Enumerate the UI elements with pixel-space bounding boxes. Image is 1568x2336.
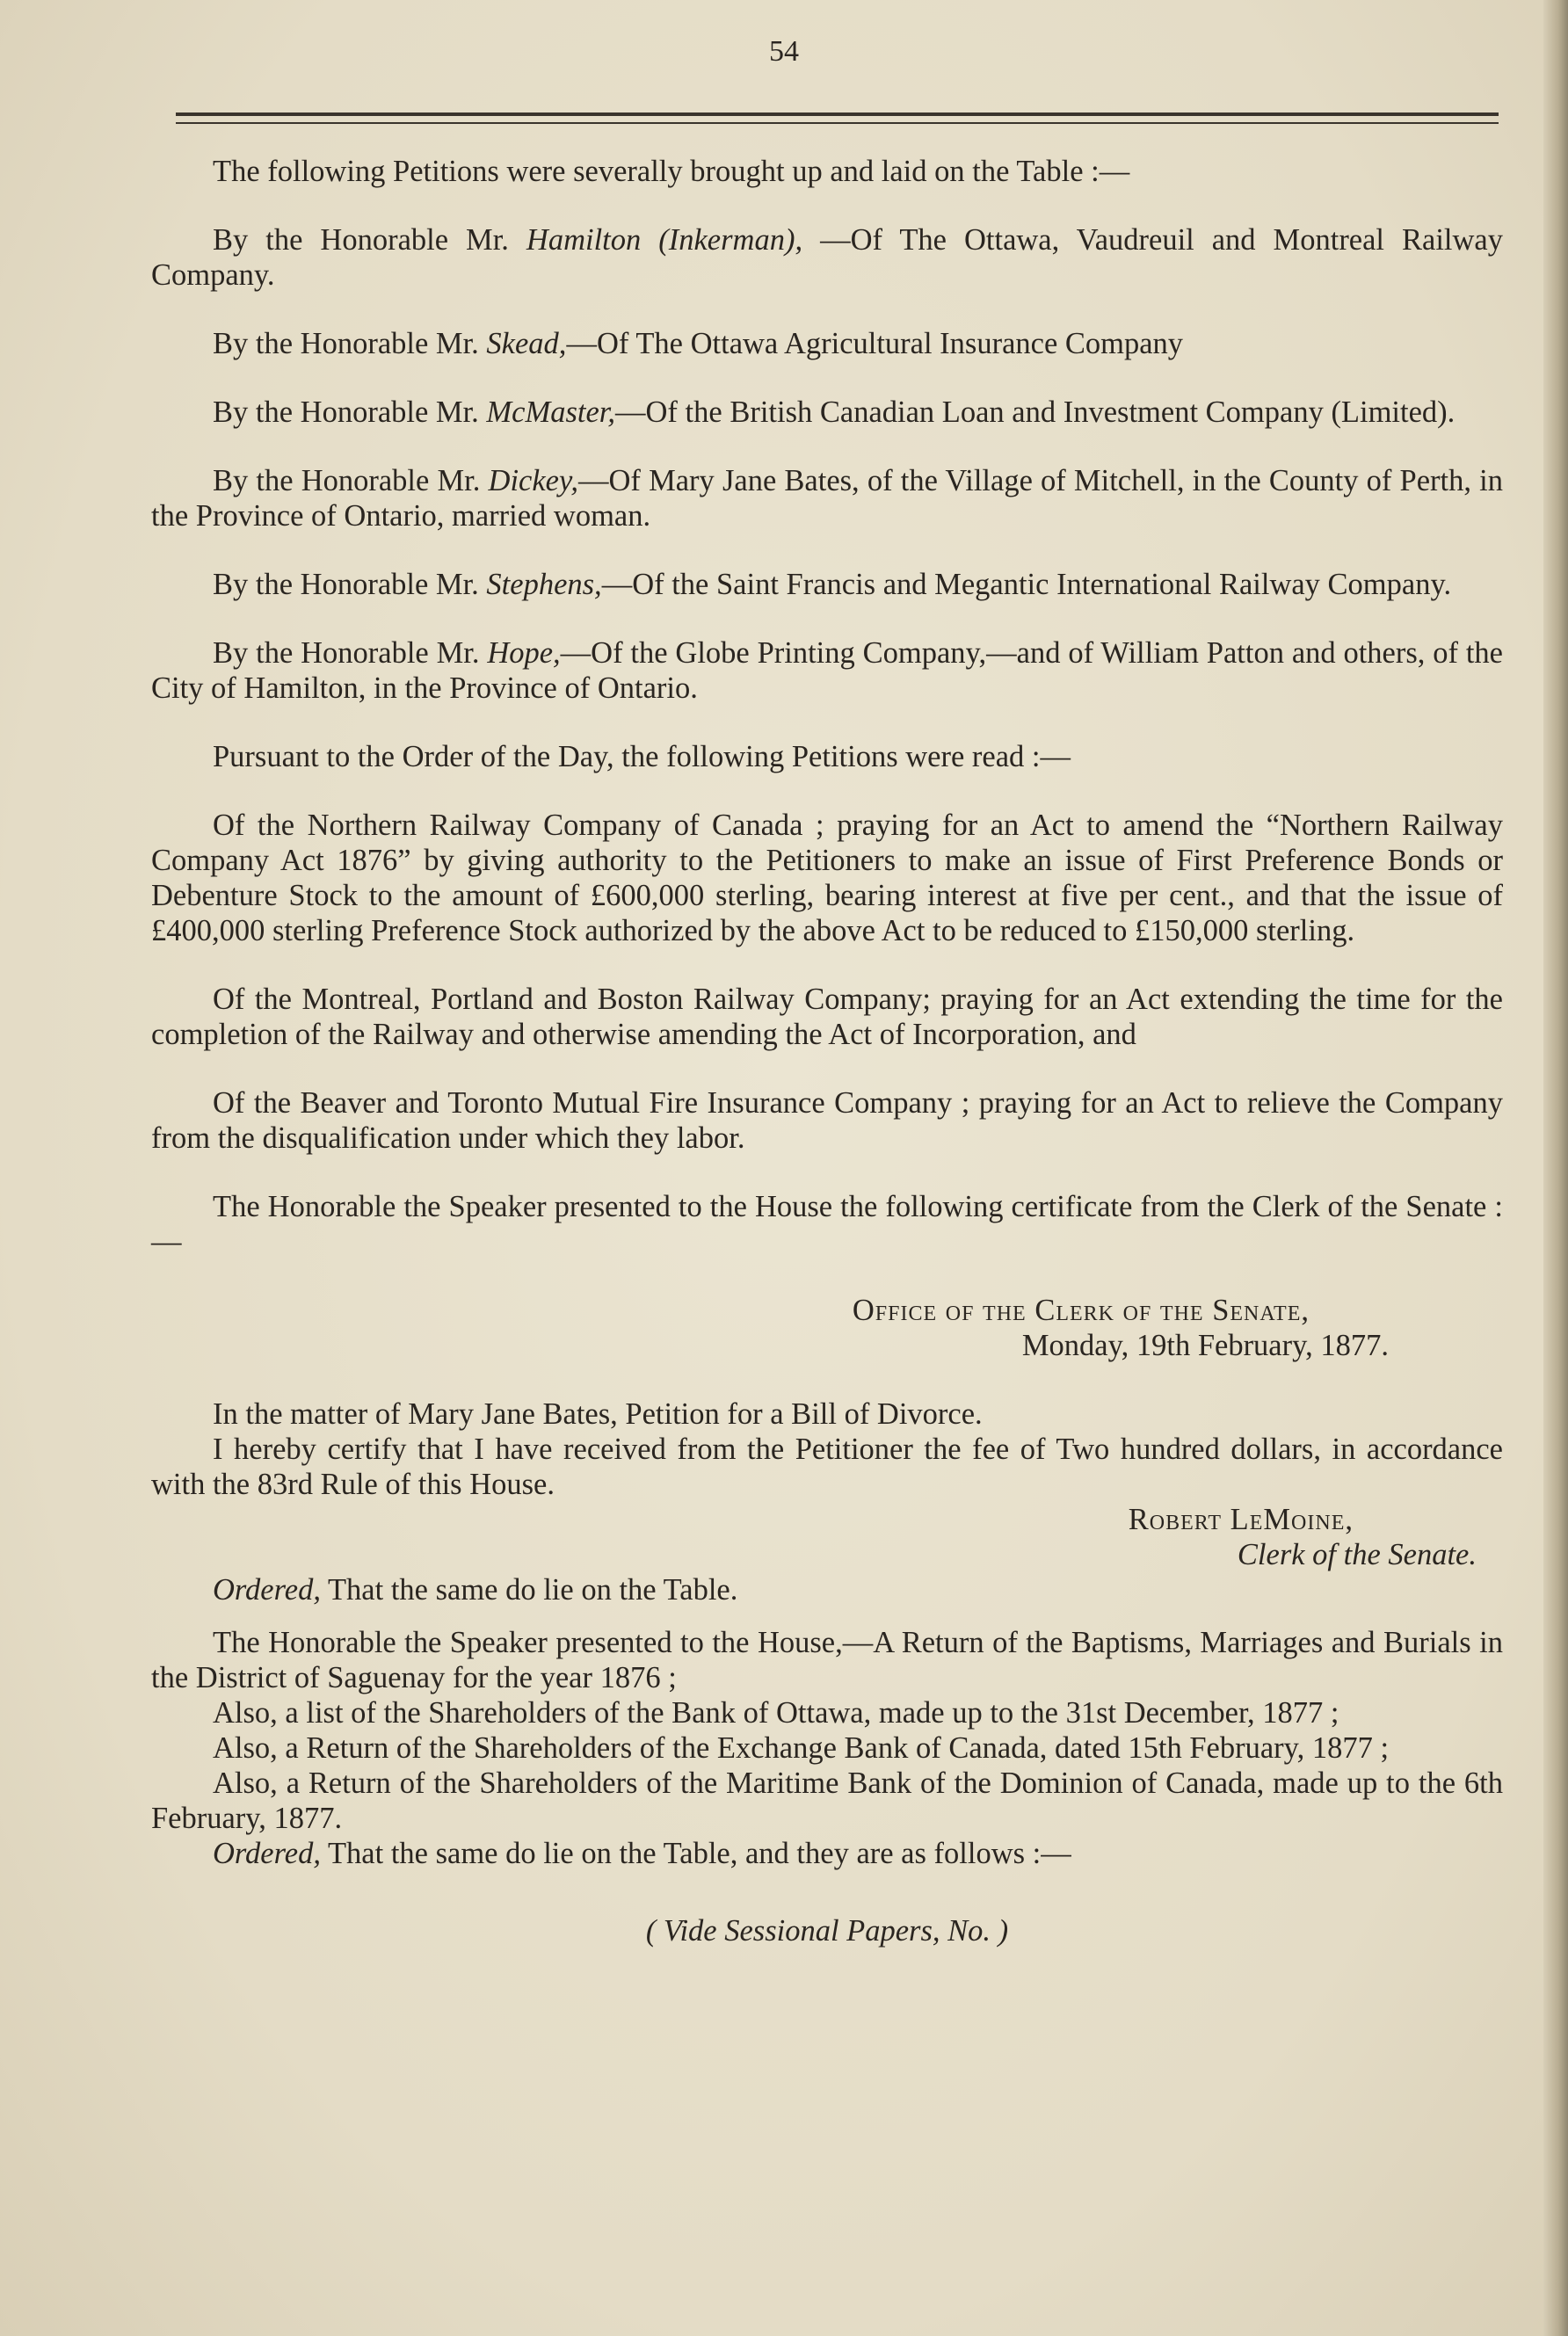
header-rule-thick bbox=[176, 112, 1499, 116]
intro-paragraph: The following Petitions were severally brought up and laid on the Table :— bbox=[213, 155, 1130, 188]
signature-name: Robert LeMoine, bbox=[1128, 1503, 1354, 1536]
petition-presented: By the Honorable Mr. Skead,—Of The Ottawa Agricultural Insurance Company bbox=[213, 327, 1184, 360]
return-item: Also, a Return of the Shareholders of the Maritime Bank of the Dominion of Canada, made up to the 6th February, 1877. bbox=[151, 1767, 1503, 1835]
petition-presented: By the Honorable Mr. Hamilton (Inkerman), —Of The Ottawa, Vaudreuil and Montreal Railway Company. bbox=[151, 223, 1503, 292]
petition-read: Of the Beaver and Toronto Mutual Fire Insurance Company ; praying for an Act to relieve the Company from the disqualification under which they labor. bbox=[151, 1086, 1503, 1155]
office-date: Monday, 19th February, 1877. bbox=[1021, 1329, 1389, 1362]
office-heading: Office of the Clerk of the Senate, bbox=[852, 1294, 1310, 1327]
ordered-line-2: Ordered, That the same do lie on the Table, and they are as follows :— bbox=[213, 1837, 1071, 1870]
matter-line: In the matter of Mary Jane Bates, Petition for a Bill of Divorce. bbox=[213, 1397, 983, 1431]
body-text bbox=[151, 154, 1503, 1948]
vide-reference: ( Vide Sessional Papers, No. ) bbox=[645, 1914, 1009, 1948]
petition-presented: By the Honorable Mr. Stephens,—Of the Saint Francis and Megantic International Railway Company. bbox=[213, 568, 1452, 601]
ordered-line: Ordered, That the same do lie on the Table. bbox=[213, 1573, 738, 1607]
signature-title: Clerk of the Senate. bbox=[1237, 1538, 1477, 1571]
pursuant-paragraph: Pursuant to the Order of the Day, the following Petitions were read :— bbox=[213, 740, 1071, 773]
page-edge bbox=[1543, 0, 1568, 2336]
return-item: Also, a list of the Shareholders of the Bank of Ottawa, made up to the 31st December, 1877 ; bbox=[213, 1696, 1339, 1730]
member-name: Stephens, bbox=[486, 568, 602, 601]
header-rule-thin bbox=[176, 122, 1499, 124]
page-number: 54 bbox=[769, 35, 799, 68]
return-item: Also, a Return of the Shareholders of the Exchange Bank of Canada, dated 15th February, 1877 ; bbox=[213, 1731, 1390, 1765]
member-name: McMaster, bbox=[486, 395, 616, 429]
speaker-certificate-paragraph: The Honorable the Speaker presented to the House the following certificate from the Clerk of the Senate :— bbox=[151, 1190, 1503, 1259]
returns-list bbox=[151, 1625, 1503, 1836]
petition-read: Of the Northern Railway Company of Canada ; praying for an Act to amend the “Northern Railway Company Act 1876” by giving authority to the Petitioners to make an issue of First Preference Bonds or Debenture Stock to the amount of £600,000 sterling, bearing interest at five per cent., and that the issue of £400,000 sterling Preference Stock authorized by the above Act to be reduced to £150,000 sterling. bbox=[151, 809, 1503, 947]
petitions-presented-list bbox=[151, 222, 1503, 706]
member-name: Hope, bbox=[487, 636, 561, 670]
petition-presented: By the Honorable Mr. Dickey,—Of Mary Jane Bates, of the Village of Mitchell, in the County of Perth, in the Province of Ontario, married woman. bbox=[151, 464, 1503, 533]
certify-paragraph: I hereby certify that I have received from the Petitioner the fee of Two hundred dollars, in accordance with the 83rd Rule of this House. bbox=[151, 1433, 1503, 1501]
petition-presented: By the Honorable Mr. Hope,—Of the Globe Printing Company,—and of William Patton and others, of the City of Hamilton, in the Province of Ontario. bbox=[151, 636, 1503, 705]
petition-presented: By the Honorable Mr. McMaster,—Of the British Canadian Loan and Investment Company (Limited). bbox=[213, 395, 1455, 429]
member-name: Dickey, bbox=[488, 464, 579, 497]
member-name: Hamilton (Inkerman), bbox=[526, 223, 803, 257]
petitions-read-list bbox=[151, 808, 1503, 1156]
member-name: Skead, bbox=[486, 327, 567, 360]
petition-read: Of the Montreal, Portland and Boston Railway Company; praying for an Act extending the time for the completion of the Railway and otherwise amending the Act of Incorporation, and bbox=[151, 983, 1503, 1051]
return-item: The Honorable the Speaker presented to the House,—A Return of the Baptisms, Marriages and Burials in the District of Saguenay for the year 1876 ; bbox=[151, 1626, 1503, 1694]
